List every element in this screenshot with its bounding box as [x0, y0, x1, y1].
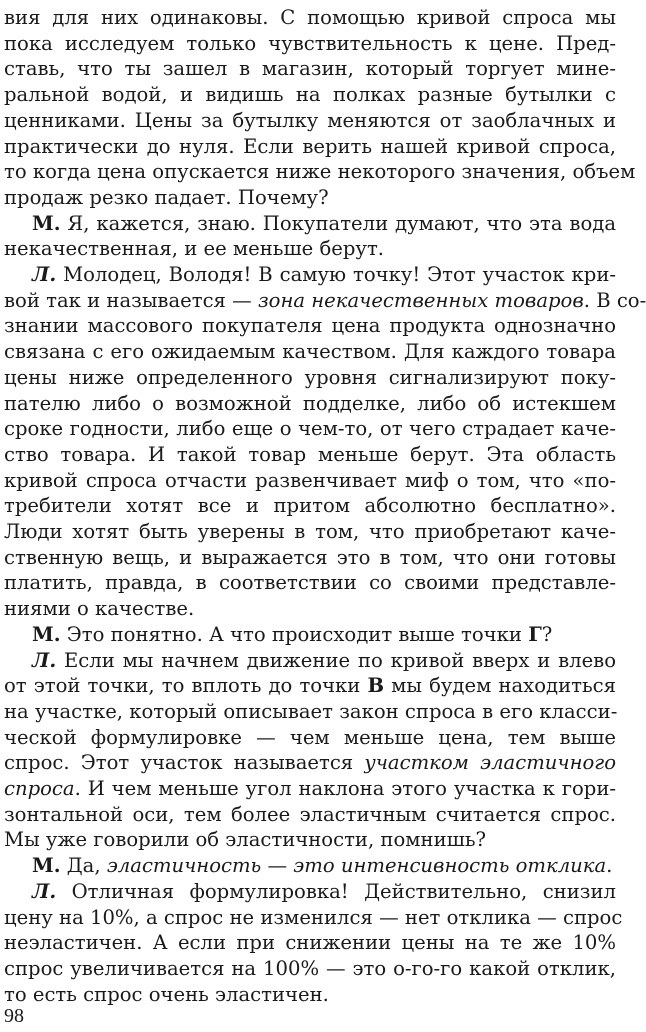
speaker-label: М.	[32, 211, 61, 235]
text-segment: ценниками. Цены за бутылку меняются от заоблачных и	[4, 108, 616, 132]
text-segment: ческой формулировке — чем меньше цена, тем выше	[4, 725, 616, 749]
text-segment: ственную вещь, и выражается это в том, что они готовы	[4, 545, 616, 569]
emphasis-text: эластичность — это интенсивность отклика	[106, 854, 607, 878]
emphasis-text: участком эластичного	[364, 751, 617, 775]
speaker-label: М.	[32, 622, 61, 646]
text-segment: зонтальной оси, тем более эластичным считается спрос.	[4, 802, 616, 826]
text-segment: ?	[541, 622, 553, 646]
text-segment: ство товара. И такой товар меньше берут. Эта область	[4, 442, 616, 466]
text-segment: цену на 10%, а спрос не изменился — нет отклика — спрос	[4, 905, 623, 929]
text-segment: платить, правда, в соответствии со своими представле-	[4, 571, 616, 595]
text-segment: требители хотят все и притом абсолютно бесплатно».	[4, 494, 616, 518]
text-segment: Мы уже говорили об эластичности, помнишь?	[4, 828, 487, 852]
text-segment: спрос. Этот участок называется	[4, 751, 365, 775]
emphasis-text: зона некачественных товаров	[257, 288, 584, 312]
text-segment: некачественная, и ее меньше берут.	[4, 237, 385, 261]
text-segment: .	[606, 854, 613, 878]
text-segment: пателю либо о возможной подделке, либо об истекшем	[4, 391, 616, 415]
text-segment: Если мы начнем движение по кривой вверх и влево	[56, 648, 616, 672]
speaker-label: Г	[528, 622, 542, 646]
text-line	[4, 980, 616, 1010]
speaker-label: Л.	[32, 648, 57, 672]
emphasis-text: спроса	[4, 777, 75, 800]
text-segment: Люди хотят быть уверены в том, что приобретают каче-	[4, 520, 616, 543]
text-segment: неэластичен. А если при снижении цены на те же 10%	[4, 931, 616, 955]
text-segment: Да,	[60, 854, 107, 878]
text-segment: то есть спрос очень эластичен.	[4, 982, 329, 1006]
text-segment: мы будем находиться	[384, 674, 616, 698]
text-segment: кривой спроса отчасти развенчивает миф о том, что «по-	[4, 468, 616, 492]
text-segment: на участке, который описывает закон спроса в его класси-	[4, 699, 618, 723]
text-segment: цены ниже определенного уровня сигнализируют поку-	[4, 365, 616, 389]
text-segment: Это понятно. А что происходит выше точки	[60, 622, 529, 646]
text-segment: продаж резко падает. Почему?	[4, 185, 329, 209]
speaker-label: М.	[32, 854, 61, 878]
page-number: 98	[4, 1005, 24, 1027]
text-segment: Я, кажется, знаю. Покупатели думают, что эта вода	[60, 211, 616, 235]
text-segment: Молодец, Володя! В самую точку! Этот участок кри-	[56, 263, 616, 286]
text-segment: от этой точки, то вплоть до точки	[4, 674, 368, 698]
text-segment: практически до нуля. Если верить нашей кривой спроса,	[4, 134, 616, 158]
text-segment: то когда цена опускается ниже некоторого значения, объем	[4, 160, 636, 184]
text-segment: вой так и называется —	[4, 288, 258, 312]
speaker-label: Л.	[32, 879, 57, 903]
text-segment: вия для них одинаковы. С помощью кривой спроса мы	[4, 6, 616, 29]
text-segment: Отличная формулировка! Действительно, снизил	[56, 879, 616, 903]
speaker-label: Л.	[32, 263, 57, 286]
text-segment: пока исследуем только чувствительность к цене. Пред-	[4, 31, 616, 55]
speaker-label: В	[367, 674, 385, 698]
text-segment: . В со-	[583, 288, 646, 312]
text-segment: ниями о качестве.	[4, 597, 195, 621]
text-segment: ральной водой, и видишь на полках разные бутылки с	[4, 83, 616, 107]
text-segment: связана с его ожидаемым качеством. Для каждого товара	[4, 340, 616, 364]
text-segment: ставь, что ты зашел в магазин, который торгует мине-	[4, 57, 616, 81]
text-segment: . И чем меньше угол наклона этого участка к гори-	[74, 777, 616, 800]
text-segment: знании массового покупателя цена продукта однозначно	[4, 314, 616, 338]
text-segment: спрос увеличивается на 100% — это о-го-го какой отклик,	[4, 956, 616, 980]
text-segment: сроке годности, либо еще о чем-то, от чего страдает каче-	[4, 417, 616, 441]
